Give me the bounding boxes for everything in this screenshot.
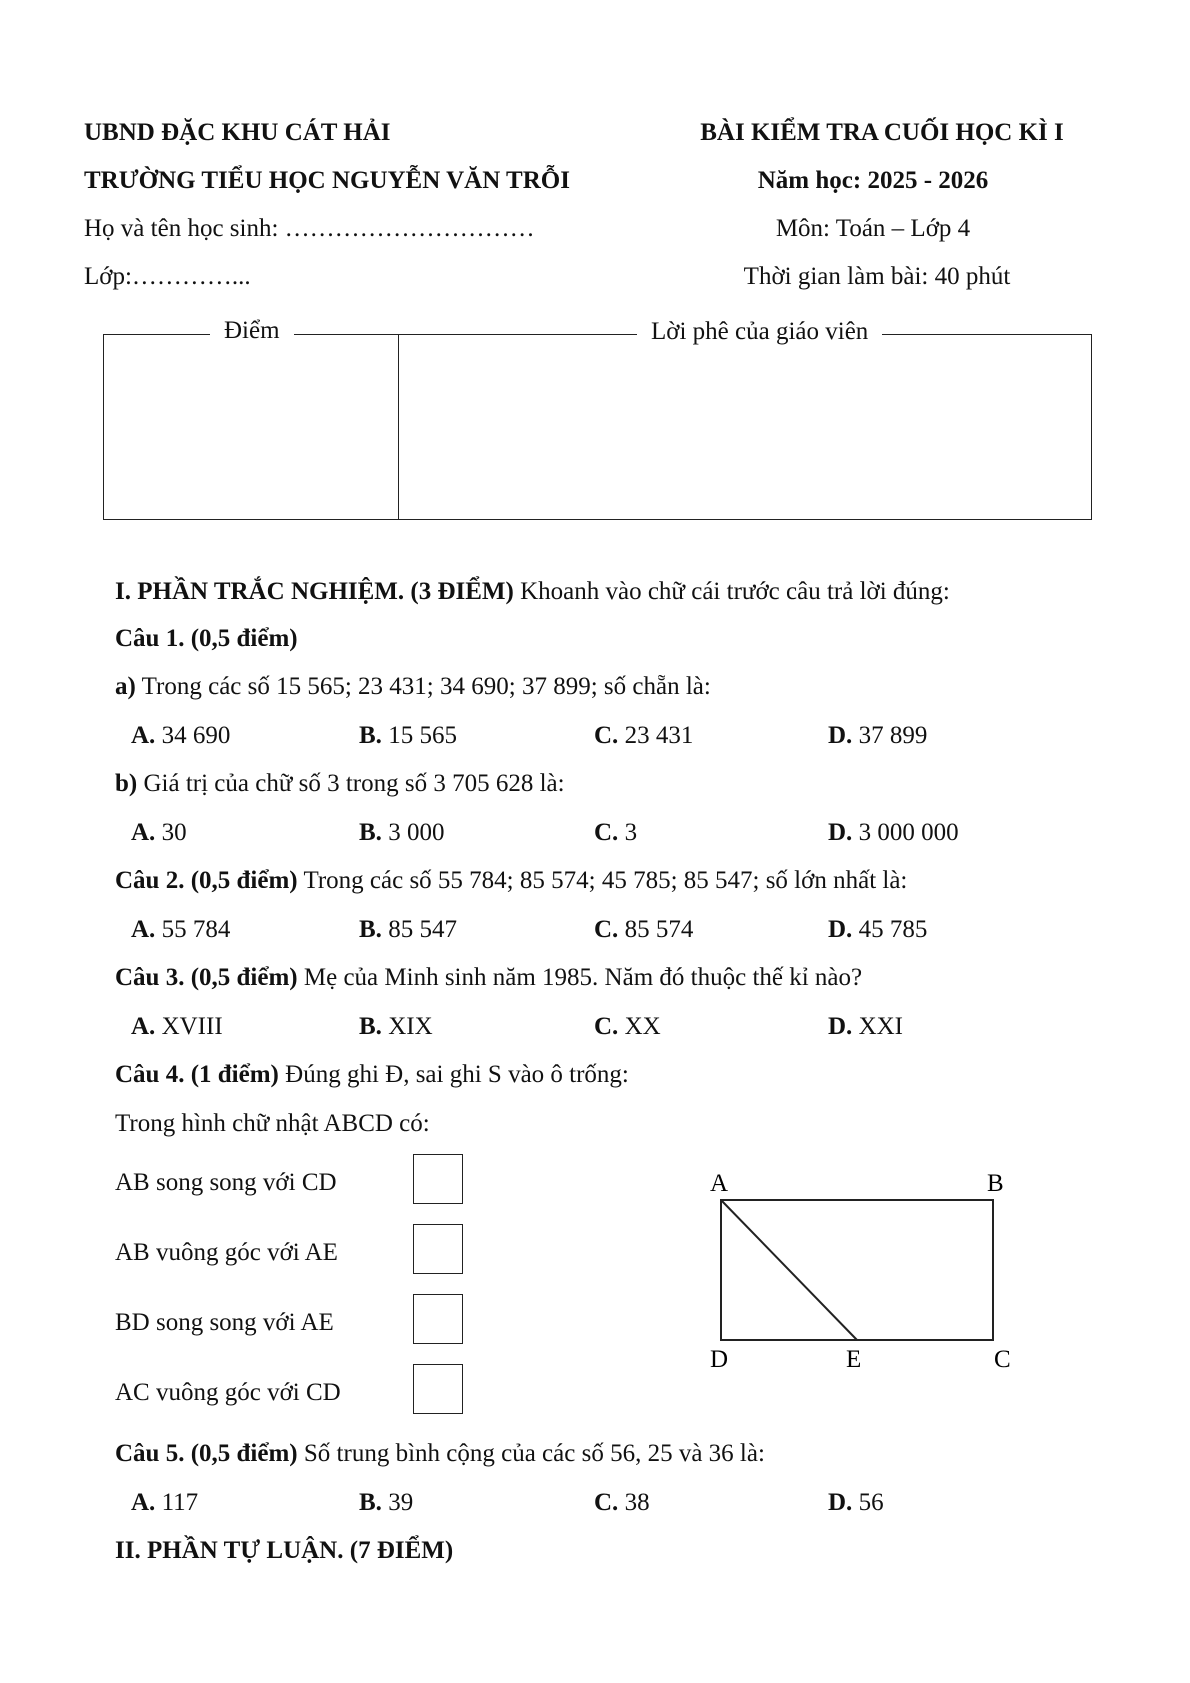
class-field[interactable]: Lớp:…………...	[84, 263, 251, 290]
point-label-e: E	[846, 1346, 862, 1373]
q4-statement-1: AB song song với CD	[115, 1169, 337, 1196]
option-text: XVIII	[155, 1013, 223, 1040]
point-label-d: D	[710, 1346, 729, 1373]
rectangle-abcd-figure	[690, 1160, 1030, 1380]
q4-text: Đúng ghi Đ, sai ghi S vào ô trống:	[278, 1061, 629, 1088]
q1a-option-b[interactable]	[359, 723, 457, 748]
option-letter: B.	[359, 1013, 382, 1040]
option-letter: A.	[131, 722, 156, 749]
teacher-comment-label: Lời phê của giáo viên	[637, 319, 882, 344]
q1a-option-d[interactable]	[828, 723, 927, 748]
option-text: 39	[381, 1489, 414, 1516]
q4-statement-4: AC vuông góc với CD	[115, 1379, 341, 1406]
option-letter: C.	[594, 1013, 619, 1040]
option-text: 30	[155, 819, 187, 846]
school-year: Năm học: 2025 - 2026	[757, 167, 989, 194]
q1b-text: Giá trị của chữ số 3 trong số 3 705 628 là:	[137, 770, 565, 797]
option-text: 55 784	[155, 916, 231, 943]
option-letter: A.	[131, 1489, 156, 1516]
q5-option-b[interactable]	[359, 1490, 413, 1515]
q2-option-d[interactable]	[828, 917, 927, 942]
q3-option-b[interactable]	[359, 1014, 433, 1039]
q3-title: Câu 3. (0,5 điểm)	[115, 964, 298, 991]
q5-title: Câu 5. (0,5 điểm)	[115, 1440, 298, 1467]
q4-title: Câu 4. (1 điểm)	[115, 1061, 279, 1088]
q1a-option-c[interactable]	[594, 723, 693, 748]
school-name: TRƯỜNG TIỂU HỌC NGUYỄN VĂN TRỖI	[84, 167, 570, 194]
point-label-a: A	[710, 1170, 729, 1197]
q3-option-c[interactable]	[594, 1014, 661, 1039]
q1b-option-c[interactable]	[594, 820, 637, 845]
time-limit: Thời gian làm bài: 40 phút	[743, 263, 1011, 290]
option-text: 85 574	[618, 916, 694, 943]
q3-question	[115, 965, 862, 990]
option-text: 38	[618, 1489, 650, 1516]
q5-question	[115, 1441, 765, 1466]
option-letter: C.	[594, 916, 619, 943]
q2-text: Trong các số 55 784; 85 574; 45 785; 85 547; số lớn nhất là:	[297, 867, 908, 894]
rectangle-shape	[721, 1200, 993, 1340]
q1b-label: b)	[115, 770, 138, 797]
option-text: 56	[852, 1489, 884, 1516]
option-text: XX	[618, 1013, 661, 1040]
student-name-field[interactable]: Họ và tên học sinh: …………………………	[84, 215, 535, 242]
section1-heading	[115, 579, 950, 604]
q1-title: Câu 1. (0,5 điểm)	[115, 625, 298, 652]
section1-title: I. PHẦN TRẮC NGHIỆM. (3 ĐIỂM)	[115, 578, 514, 605]
q5-text: Số trung bình cộng của các số 56, 25 và 36 là:	[297, 1440, 765, 1467]
q4-intro: Trong hình chữ nhật ABCD có:	[115, 1110, 430, 1137]
option-text: 85 547	[381, 916, 457, 943]
q5-option-d[interactable]	[828, 1490, 884, 1515]
option-text: XIX	[381, 1013, 433, 1040]
q4-answer-box-3[interactable]	[413, 1294, 463, 1344]
q1a-option-a[interactable]	[131, 723, 230, 748]
option-letter: B.	[359, 1489, 382, 1516]
q2-option-a[interactable]	[131, 917, 230, 942]
q4-answer-box-2[interactable]	[413, 1224, 463, 1274]
q4-statement-3: BD song song với AE	[115, 1309, 334, 1336]
q4-answer-box-1[interactable]	[413, 1154, 463, 1204]
option-text: 3 000	[381, 819, 445, 846]
q1b-option-b[interactable]	[359, 820, 444, 845]
exam-title: BÀI KIỂM TRA CUỐI HỌC KÌ I	[700, 119, 1064, 146]
option-text: 15 565	[381, 722, 457, 749]
section1-instruction: Khoanh vào chữ cái trước câu trả lời đúng:	[513, 578, 950, 605]
score-box[interactable]	[103, 334, 399, 520]
q1b-question	[115, 771, 565, 796]
option-text: 23 431	[618, 722, 694, 749]
q2-option-b[interactable]	[359, 917, 457, 942]
option-letter: B.	[359, 819, 382, 846]
q2-question	[115, 868, 907, 893]
option-letter: D.	[828, 819, 853, 846]
score-label: Điểm	[210, 318, 294, 343]
q5-option-a[interactable]	[131, 1490, 198, 1515]
option-letter: A.	[131, 819, 156, 846]
option-letter: C.	[594, 722, 619, 749]
option-text: 117	[155, 1489, 199, 1516]
option-text: 34 690	[155, 722, 231, 749]
option-letter: C.	[594, 1489, 619, 1516]
subject-line: Môn: Toán – Lớp 4	[775, 215, 971, 242]
q5-option-c[interactable]	[594, 1490, 650, 1515]
option-letter: D.	[828, 916, 853, 943]
option-text: 37 899	[852, 722, 928, 749]
option-letter: B.	[359, 722, 382, 749]
point-label-c: C	[994, 1346, 1011, 1373]
q1b-option-d[interactable]	[828, 820, 959, 845]
q4-answer-box-4[interactable]	[413, 1364, 463, 1414]
q4-question	[115, 1062, 629, 1087]
option-letter: B.	[359, 916, 382, 943]
option-letter: D.	[828, 722, 853, 749]
q2-title: Câu 2. (0,5 điểm)	[115, 867, 298, 894]
q1b-option-a[interactable]	[131, 820, 187, 845]
option-letter: A.	[131, 916, 156, 943]
q4-statement-2: AB vuông góc với AE	[115, 1239, 338, 1266]
option-text: 3	[618, 819, 638, 846]
option-letter: D.	[828, 1489, 853, 1516]
option-text: 45 785	[852, 916, 928, 943]
option-letter: D.	[828, 1013, 853, 1040]
option-letter: A.	[131, 1013, 156, 1040]
q3-text: Mẹ của Minh sinh năm 1985. Năm đó thuộc thế kỉ nào?	[297, 964, 863, 991]
district-name: UBND ĐẶC KHU CÁT HẢI	[84, 119, 391, 146]
q3-option-a[interactable]	[131, 1014, 223, 1039]
segment-ae	[721, 1200, 857, 1340]
section2-title: II. PHẦN TỰ LUẬN. (7 ĐIỂM)	[115, 1537, 454, 1564]
point-label-b: B	[987, 1170, 1004, 1197]
q1a-label: a)	[115, 673, 136, 700]
q2-option-c[interactable]	[594, 917, 693, 942]
option-text: 3 000 000	[852, 819, 959, 846]
teacher-comment-box[interactable]	[398, 334, 1092, 520]
q1a-text: Trong các số 15 565; 23 431; 34 690; 37 899; số chẵn là:	[135, 673, 711, 700]
option-text: XXI	[852, 1013, 903, 1040]
q3-option-d[interactable]	[828, 1014, 903, 1039]
q1a-question	[115, 674, 711, 699]
option-letter: C.	[594, 819, 619, 846]
